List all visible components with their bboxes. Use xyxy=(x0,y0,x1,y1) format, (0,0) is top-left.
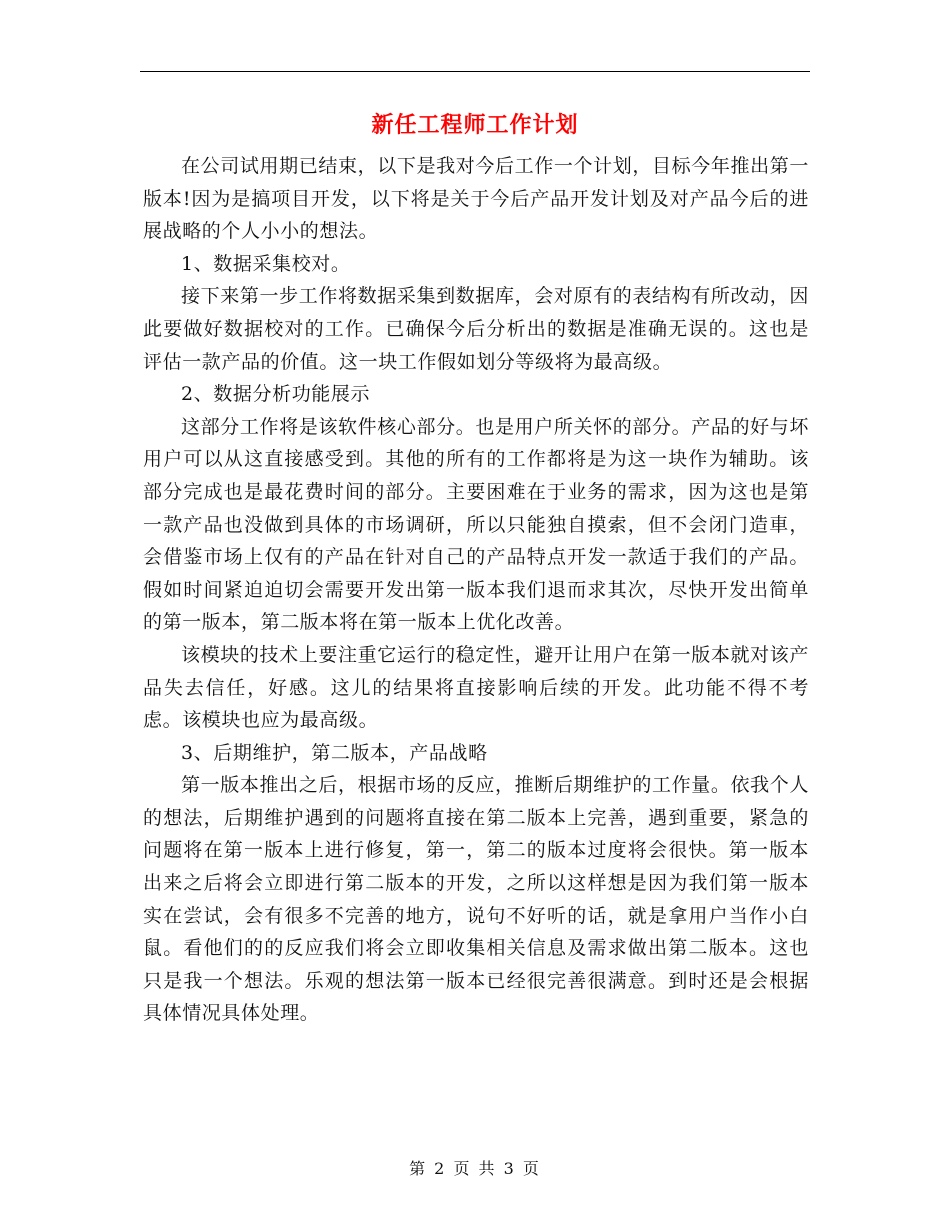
section-heading-3: 3、后期维护，第二版本，产品战略 xyxy=(181,741,488,764)
document-title: 新任工程师工作计划 xyxy=(371,112,579,138)
section-heading-1: 1、数据采集校对。 xyxy=(181,252,351,275)
section-heading-2: 2、数据分析功能展示 xyxy=(181,383,371,406)
paragraph-intro: 在公司试用期已结束，以下是我对今后工作一个计划，目标今年推出第一版本!因为是搞项目开发，以下将是关于今后产品开发计划及对产品今后的进展战略的个人小小的想法。 xyxy=(143,155,809,243)
page-number-footer: 第 2 页 共 3 页 xyxy=(409,1159,541,1178)
paragraph-maintenance: 第一版本推出之后，根据市场的反应，推断后期维护的工作量。依我个人的想法，后期维护遇到的问题将直接在第二版本上完善，遇到重要，紧急的问题将在第一版本上进行修复，第一，第二的版本过度将会很快。第一版本出来之后将会立即进行第二版本的开发，之所以这样想是因为我们第一版本实在尝试，会有很多不完善的地方，说句不好听的话，就是拿用户当作小白鼠。看他们的的反应我们将会立即收集相关信息及需求做出第二版本。这也只是我一个想法。乐观的想法第一版本已经很完善很满意。到时还是会根据具体情况具体处理。 xyxy=(143,774,809,1025)
document-body xyxy=(143,150,809,1030)
header-rule xyxy=(140,71,810,72)
paragraph-stability: 该模块的技术上要注重它运行的稳定性，避开让用户在第一版本就对该产品失去信任，好感。这儿的结果将直接影响后续的开发。此功能不得不考虑。该模块也应为最高级。 xyxy=(143,643,809,732)
paragraph-data-analysis: 这部分工作将是该软件核心部分。也是用户所关怀的部分。产品的好与坏用户可以从这直接感受到。其他的所有的工作都将是为这一块作为辅助。该部分完成也是最花费时间的部分。主要困难在于业务的需求，因为这也是第一款产品也没做到具体的市场调研，所以只能独自摸索，但不会闭门造車，会借鉴市场上仅有的产品在针对自己的产品特点开发一款适于我们的产品。假如时间紧迫迫切会需要开发出第一版本我们退而求其次，尽快开发出简单的第一版本，第二版本将在第一版本上优化改善。 xyxy=(143,415,809,634)
paragraph-data-collection: 接下来第一步工作将数据采集到数据库，会对原有的表结构有所改动，因此要做好数据校对的工作。已确保今后分析出的数据是准确无误的。这也是评估一款产品的价值。这一块工作假如划分等级将为最高级。 xyxy=(143,285,809,373)
